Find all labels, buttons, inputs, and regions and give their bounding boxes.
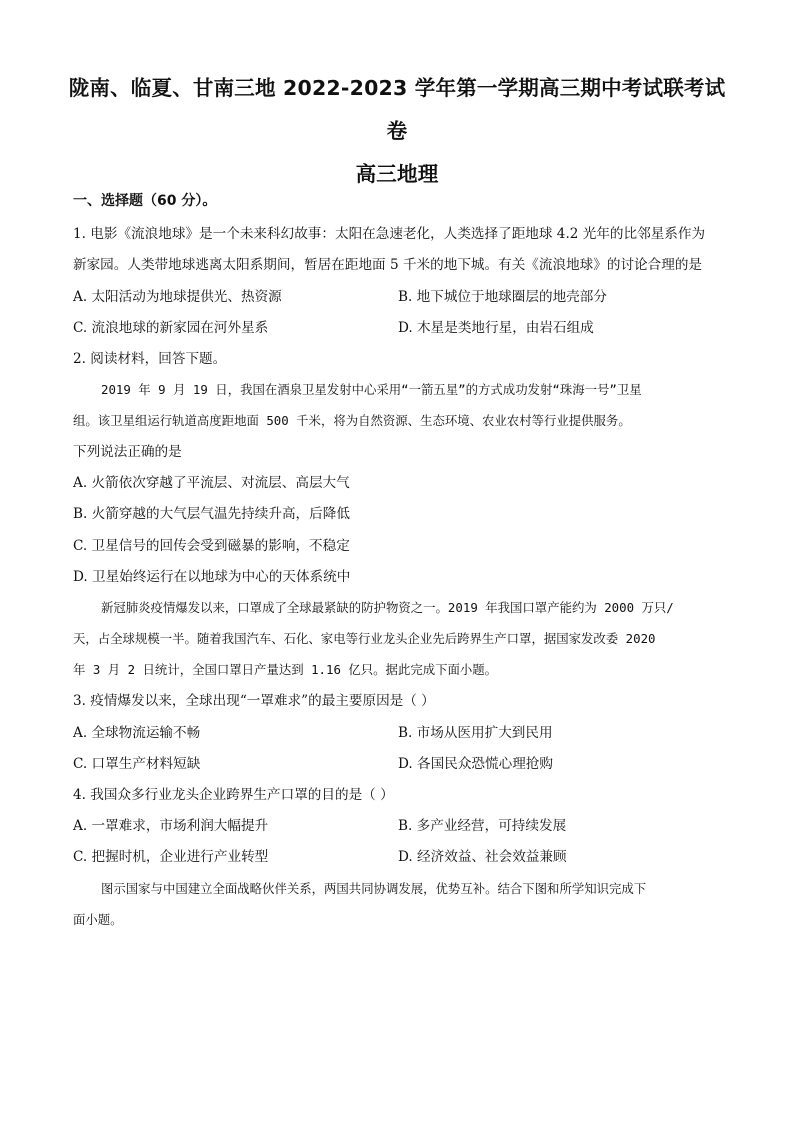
q2-option-c: C. 卫星信号的回传会受到磁暴的影响，不稳定 — [73, 538, 350, 554]
q3-option-c: C. 口罩生产材料短缺 — [73, 756, 201, 772]
exam-title-line-1: 陇南、临夏、甘南三地 2022-2023 学年第一学期高三期中考试联考试 — [68, 76, 726, 100]
q1-option-b: B. 地下城位于地球圈层的地壳部分 — [398, 289, 607, 305]
q3-option-d: D. 各国民众恐慌心理抢购 — [398, 756, 553, 772]
q3-option-a: A. 全球物流运输不畅 — [73, 725, 201, 741]
q2-option-d: D. 卫星始终运行在以地球为中心的天体系统中 — [73, 569, 351, 585]
passage-line-3: 年 3 月 2 日统计，全国口罩日产量达到 1.16 亿只。据此完成下面小题。 — [73, 662, 498, 677]
q4-option-c: C. 把握时机，企业进行产业转型 — [73, 849, 269, 865]
q4-option-b: B. 多产业经营，可持续发展 — [398, 818, 567, 834]
q1-option-a: A. 太阳活动为地球提供光、热资源 — [73, 289, 282, 305]
q2-material-line-1: 2019 年 9 月 19 日，我国在酒泉卫星发射中心采用“一箭五星”的方式成功发射“珠海一号”卫星 — [101, 382, 642, 397]
q1-stem-line-2: 新家园。人类带地球逃离太阳系期间，暂居在距地面 5 千米的地下城。有关《流浪地球》的讨论合理的是 — [73, 257, 703, 273]
q2-question: 下列说法正确的是 — [73, 444, 182, 460]
passage-line-2: 天，占全球规模一半。随着我国汽车、石化、家电等行业龙头企业先后跨界生产口罩，据国家发改委 2020 — [73, 631, 656, 646]
passage2-line-1: 图示国家与中国建立全面战略伙伴关系，两国共同协调发展，优势互补。结合下图和所学知识完成下 — [101, 881, 647, 896]
exam-title-line-2: 卷 — [386, 119, 408, 143]
q2-option-b: B. 火箭穿越的大气层气温先持续升高，后降低 — [73, 506, 350, 522]
q4-option-a: A. 一罩难求，市场利润大幅提升 — [73, 818, 269, 834]
passage2-line-2: 面小题。 — [73, 912, 123, 927]
q1-option-d: D. 木星是类地行星，由岩石组成 — [398, 320, 594, 336]
q2-option-a: A. 火箭依次穿越了平流层、对流层、高层大气 — [73, 475, 350, 491]
q1-option-c: C. 流浪地球的新家园在河外星系 — [73, 320, 269, 336]
passage-line-1: 新冠肺炎疫情爆发以来，口罩成了全球最紧缺的防护物资之一。2019 年我国口罩产能约为 2000 万只/ — [101, 600, 674, 615]
q4-stem: 4. 我国众多行业龙头企业跨界生产口罩的目的是（ ） — [73, 787, 394, 803]
section-heading: 一、选择题（60 分）。 — [73, 193, 217, 209]
q2-stem: 2. 阅读材料，回答下题。 — [73, 351, 227, 367]
q4-option-d: D. 经济效益、社会效益兼顾 — [398, 849, 567, 865]
q1-stem-line-1: 1. 电影《流浪地球》是一个未来科幻故事：太阳在急速老化，人类选择了距地球 4.2 光年的比邻星系作为 — [73, 226, 706, 242]
q3-stem: 3. 疫情爆发以来，全球出现“一罩难求”的最主要原因是（ ） — [73, 693, 435, 709]
exam-subject-title: 高三地理 — [355, 162, 439, 186]
q3-option-b: B. 市场从医用扩大到民用 — [398, 725, 553, 741]
q2-material-line-2: 组。该卫星组运行轨道高度距地面 500 千米，将为自然资源、生态环境、农业农村等行业提供服务。 — [73, 413, 631, 428]
